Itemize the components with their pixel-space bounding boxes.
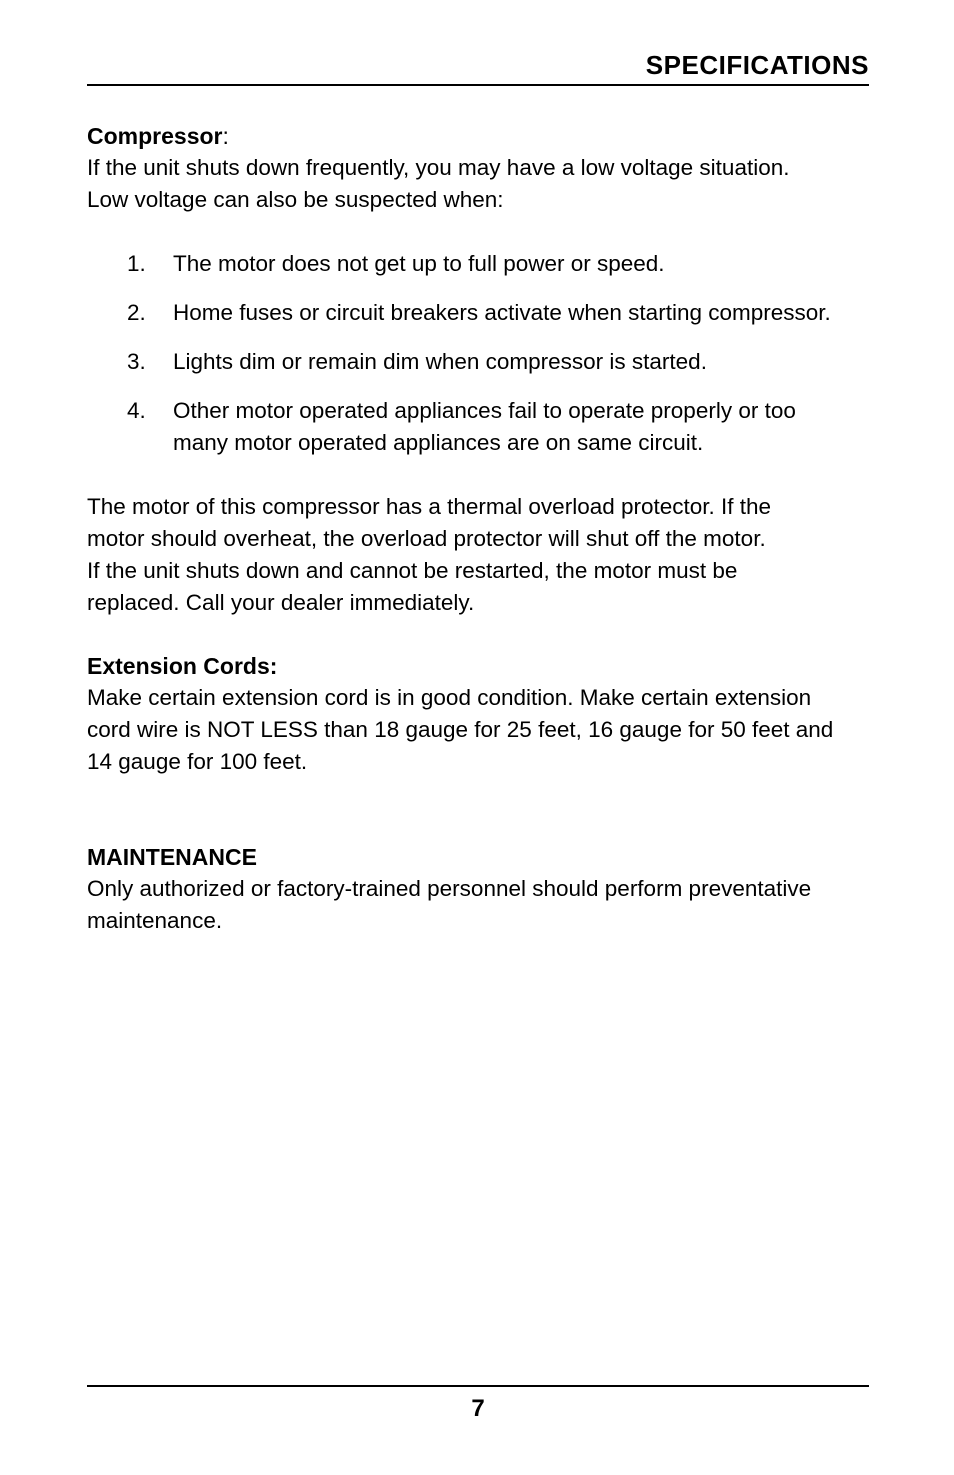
extension-cords-line-1: Make certain extension cord is in good condition. Make certain extension <box>87 685 812 710</box>
low-voltage-symptoms-list <box>87 248 869 476</box>
maintenance-line-1: Only authorized or factory-trained personnel should perform preventative <box>87 876 812 901</box>
overload-line-2: motor should overheat, the overload protector will shut off the motor. <box>87 526 766 551</box>
list-item-text-line-1: Other motor operated appliances fail to operate properly or too <box>173 398 796 423</box>
compressor-intro-line-2: Low voltage can also be suspected when: <box>87 187 504 212</box>
overload-line-4: replaced. Call your dealer immediately. <box>87 590 475 615</box>
maintenance-heading: MAINTENANCE <box>87 844 257 870</box>
footer-divider <box>87 1385 869 1387</box>
maintenance-section <box>87 841 869 937</box>
list-item-number: 1. <box>127 251 146 276</box>
overload-protector-paragraph <box>87 491 869 619</box>
list-item <box>87 395 869 459</box>
overload-line-1: The motor of this compressor has a thermal overload protector. If the <box>87 494 772 519</box>
list-item-text: The motor does not get up to full power or speed. <box>173 251 665 276</box>
compressor-intro-line-1: If the unit shuts down frequently, you may have a low voltage situation. <box>87 155 790 180</box>
extension-cords-line-2: cord wire is NOT LESS than 18 gauge for 25 feet, 16 gauge for 50 feet and <box>87 717 834 742</box>
list-item <box>87 346 869 378</box>
header-divider <box>87 84 869 86</box>
manual-page <box>87 0 869 1475</box>
overload-line-3: If the unit shuts down and cannot be restarted, the motor must be <box>87 558 738 583</box>
compressor-heading-colon: : <box>222 123 229 149</box>
maintenance-line-2: maintenance. <box>87 908 223 933</box>
page-number: 7 <box>471 1395 485 1422</box>
list-item <box>87 297 869 329</box>
list-item-text-line-2: many motor operated appliances are on same circuit. <box>173 430 704 455</box>
compressor-heading <box>87 120 869 152</box>
list-item-text: Home fuses or circuit breakers activate when starting compressor. <box>173 300 831 325</box>
list-item-number: 2. <box>127 300 146 325</box>
compressor-section <box>87 120 869 216</box>
list-item <box>87 248 869 280</box>
list-item-text: Lights dim or remain dim when compressor is started. <box>173 349 707 374</box>
section-title: SPECIFICATIONS <box>645 50 869 80</box>
list-item-number: 3. <box>127 349 146 374</box>
extension-cords-line-3: 14 gauge for 100 feet. <box>87 749 308 774</box>
list-item-number: 4. <box>127 398 146 423</box>
extension-cords-heading: Extension Cords: <box>87 653 278 679</box>
extension-cords-section <box>87 650 869 778</box>
compressor-heading-text: Compressor <box>87 123 223 149</box>
